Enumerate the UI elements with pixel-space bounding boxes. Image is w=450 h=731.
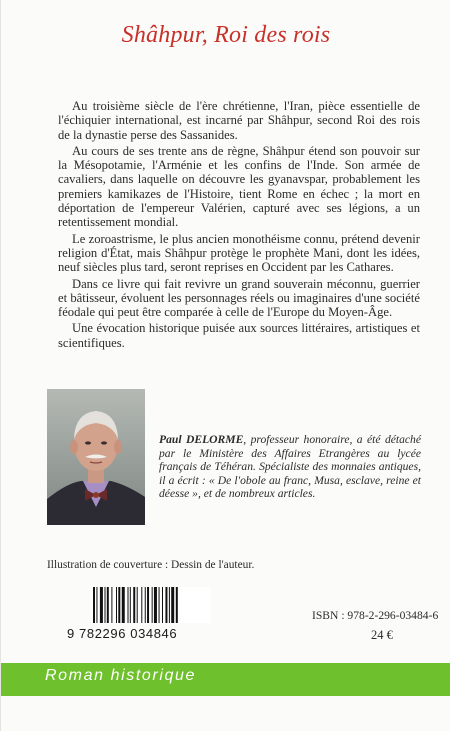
barcode-bar	[128, 587, 129, 623]
author-photo	[47, 389, 145, 525]
blurb	[58, 99, 420, 352]
barcode-bar	[96, 587, 97, 623]
barcode-bar	[137, 587, 138, 623]
author-bio-text: , professeur honoraire, a été détaché par le Ministère des Affaires Etrangères au lycée français de Téhéran. Spécialiste des monnaies antiques, il a écrit : « De l'obole au franc, Musa, esclave, reine et déesse », et de nombreux articles.	[159, 433, 421, 501]
genre-band	[1, 663, 450, 696]
barcode-bar	[122, 587, 125, 623]
barcode-bar	[147, 587, 149, 623]
barcode-image	[91, 587, 211, 655]
blurb-paragraph: Dans ce livre qui fait revivre un grand souverain méconnu, guerrier et bâtisseur, évoluent les personnages réels ou imaginaires d'une société féodale qui peut être comparée à celle de l'Europe du Moyen-Âge.	[58, 276, 420, 320]
barcode-bar	[130, 587, 131, 623]
barcode-bar	[93, 587, 95, 623]
price: 24 €	[371, 628, 393, 642]
barcode-digits: 9 782296 034846	[67, 626, 178, 641]
barcode-bar	[107, 587, 109, 623]
barcode-bar	[100, 587, 103, 623]
author-name: Paul DELORME	[159, 433, 244, 446]
barcode-bar	[141, 587, 142, 623]
barcode-bar	[133, 587, 135, 623]
barcode-bar	[118, 587, 120, 623]
barcode-bar	[152, 587, 153, 623]
barcode-bar	[162, 587, 163, 623]
barcode-bar	[165, 587, 167, 623]
book-title: Shâhpur, Roi des rois	[121, 22, 331, 48]
barcode-bar	[171, 587, 174, 623]
barcode-bar	[169, 587, 170, 623]
blurb-paragraph: Le zoroastrisme, le plus ancien monothéisme connu, prétend devenir religion d'État, mais Shâhpur protège le prophète Mani, dont les idées, neuf siècles plus tard, seront reprises en Occident par les Cathares.	[58, 231, 420, 275]
barcode-bar	[154, 587, 157, 623]
barcode-bar	[145, 587, 146, 623]
genre-label: Roman historique	[45, 667, 196, 684]
barcode-bar	[105, 587, 106, 623]
barcode-bar	[116, 587, 117, 623]
author-bio	[159, 433, 421, 501]
bottom-margin	[1, 696, 450, 731]
barcode-bar	[159, 587, 160, 623]
blurb-paragraph: Au troisième siècle de l'ère chrétienne, l'Iran, pièce essentielle de l'échiquier international, est incarné par Shâhpur, second Roi des rois de la dynastie perse des Sassanides.	[58, 99, 420, 142]
blurb-paragraph: Au cours de ses trente ans de règne, Shâhpur étend son pouvoir sur la Mésopotamie, l'Arménie et les confins de l'Inde. Son armée de cavaliers, dans laquelle on découvre les gyanavspar, probablement les premiers kamikazes de l'Histoire, tient Rome en échec ; la mort en déportation de l'empereur Valérien, capturé avec ses légions, a un retentissement mondial.	[58, 143, 420, 230]
author-portrait-image	[47, 389, 145, 525]
illustration-credit: Illustration de couverture : Dessin de l'auteur.	[47, 559, 255, 571]
barcode-bar	[111, 587, 112, 623]
barcode-bar	[176, 587, 178, 623]
isbn: ISBN : 978-2-296-03484-6	[312, 609, 439, 622]
blurb-paragraph: Une évocation historique puisée aux sources littéraires, artistiques et scientifiques.	[58, 321, 420, 350]
